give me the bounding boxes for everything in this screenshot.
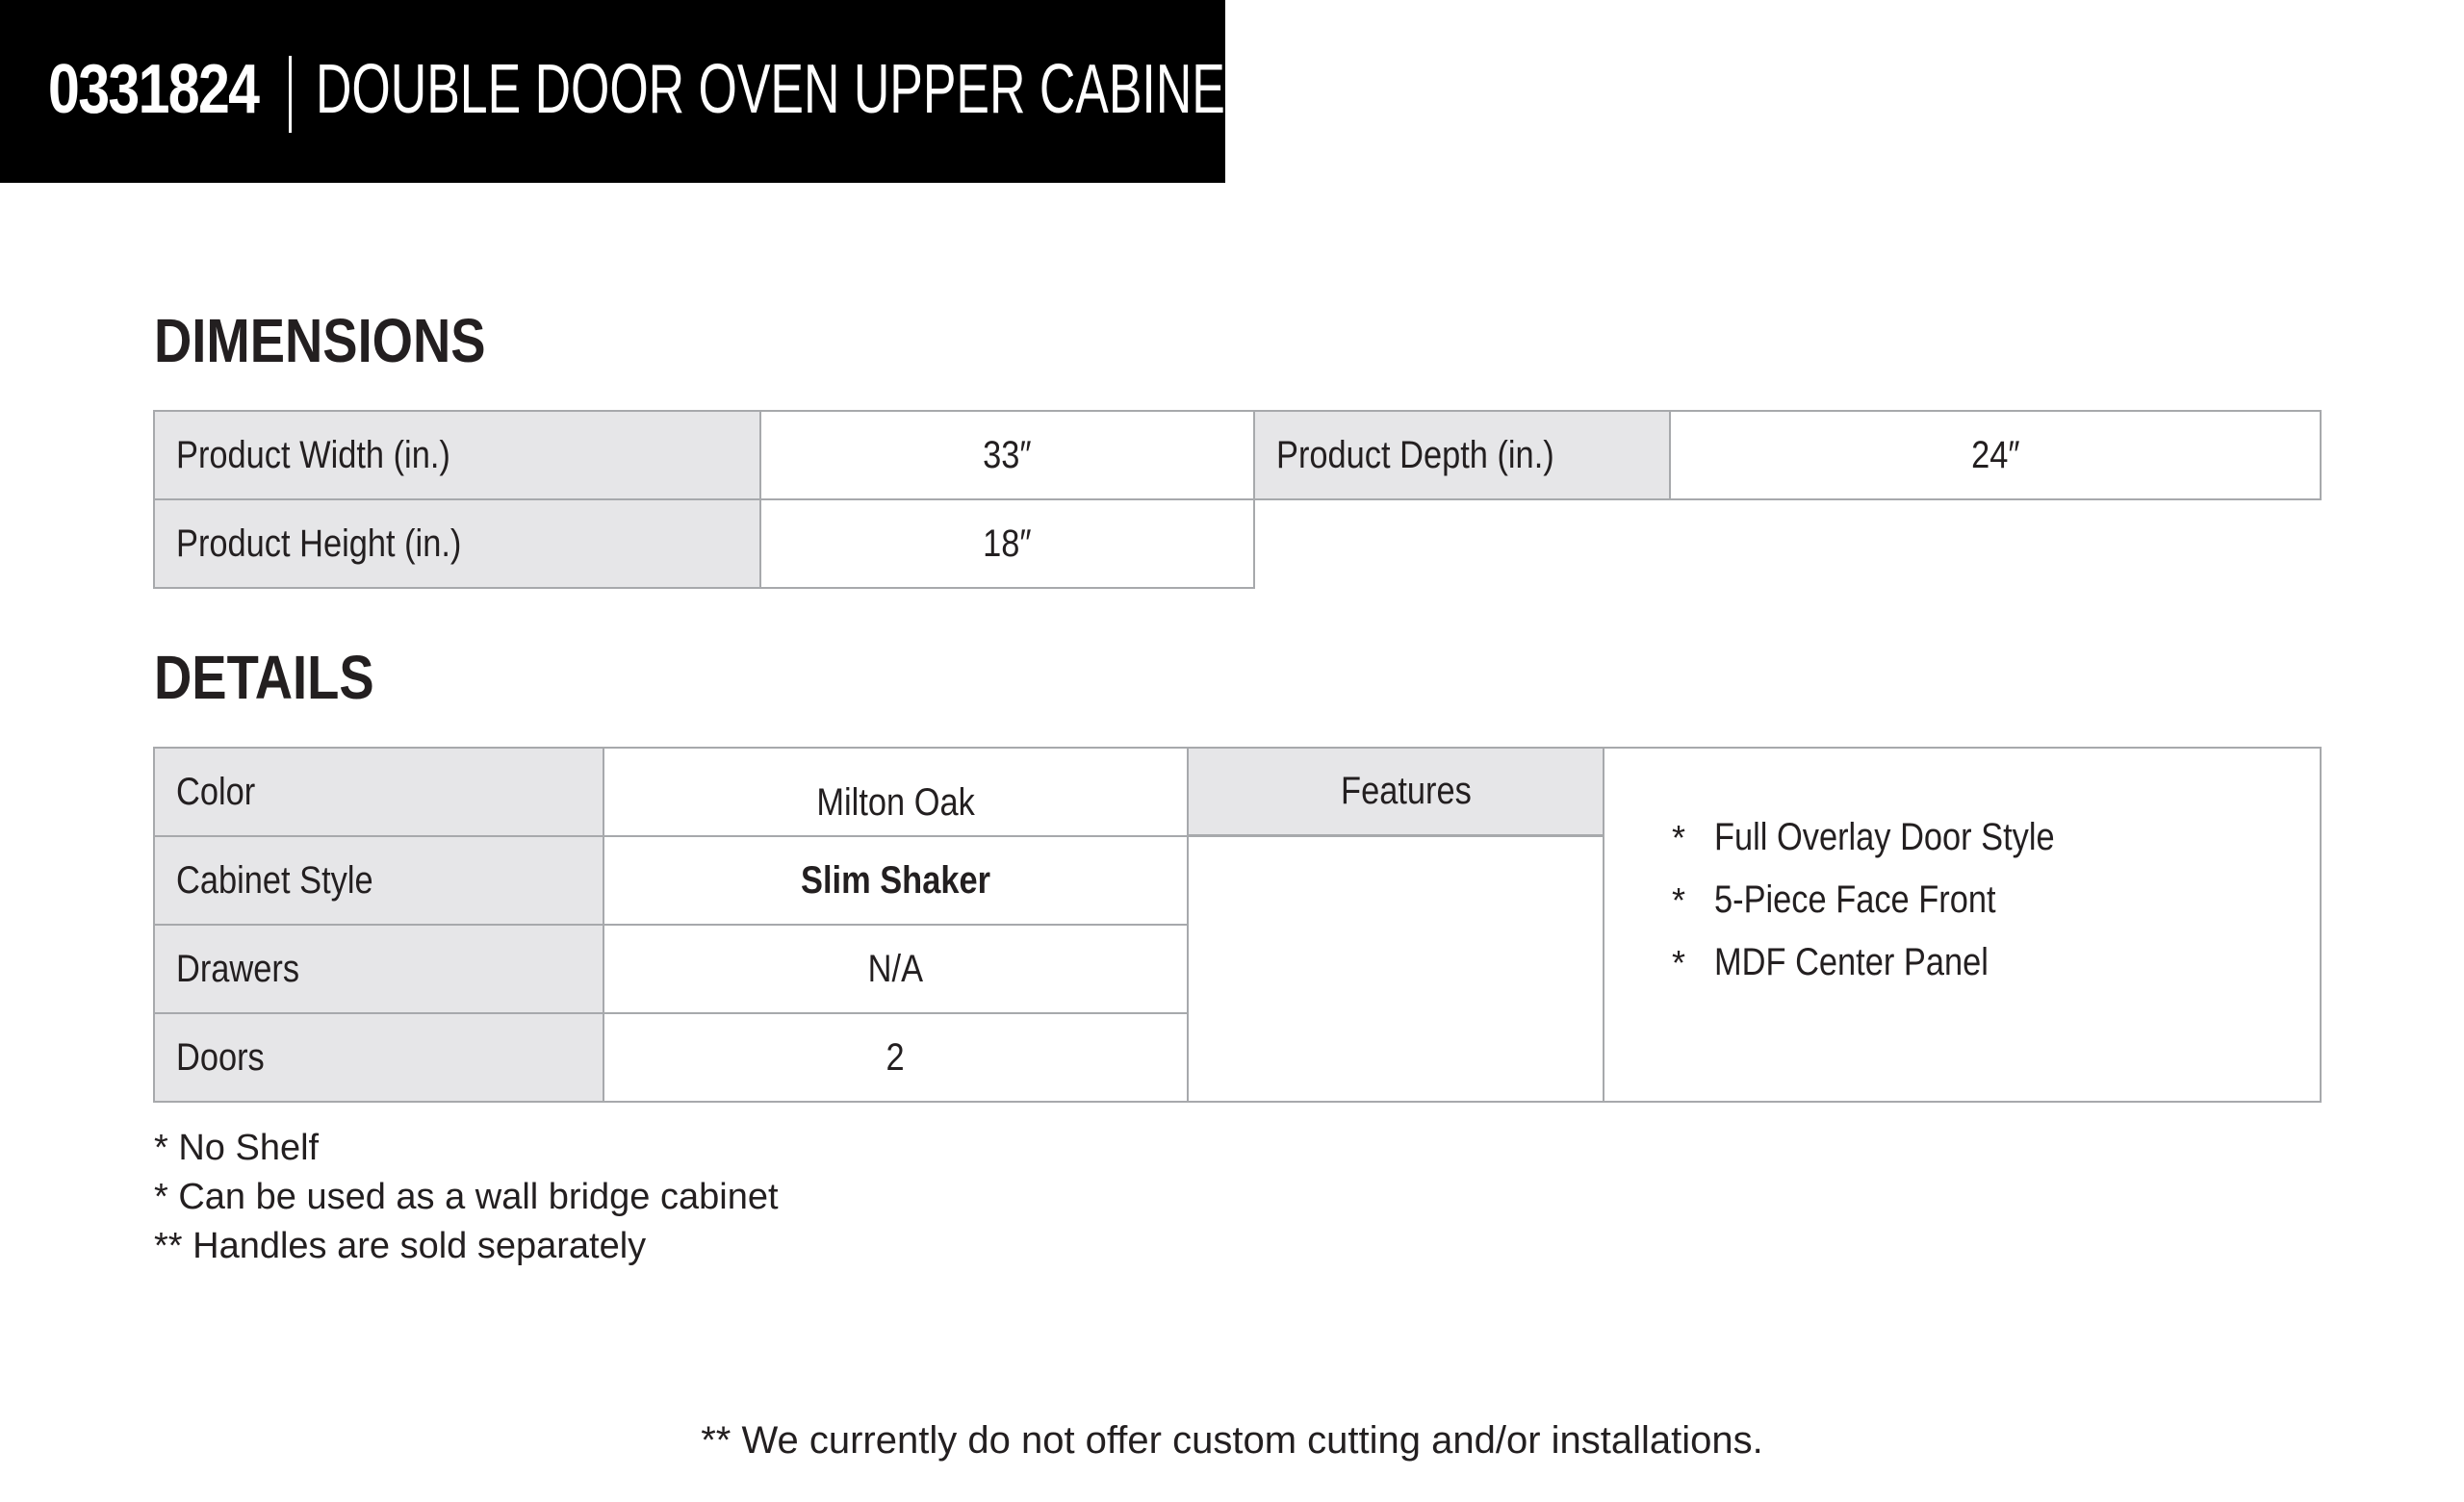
detail-label-text: Doors [176,1035,265,1079]
detail-label-text: Drawers [176,947,300,990]
detail-value-text: N/A [867,947,924,990]
features-spacer-cell [1187,835,1604,1103]
detail-value-doors [603,1012,1189,1103]
features-list-cell [1603,747,2322,1103]
detail-label-doors [153,1012,604,1103]
detail-label-cabinet-style [153,835,604,926]
feature-text: Full Overlay Door Style [1714,816,2055,858]
dimension-label-depth [1253,410,1671,500]
header-divider [289,56,292,133]
dimension-label-height [153,498,761,589]
header-bar [0,0,1256,183]
notes-list [154,1124,779,1271]
detail-value-color [603,747,1189,837]
note-item: * No Shelf [154,1128,320,1168]
feature-item [1672,806,2110,869]
dimension-value-height [759,498,1255,589]
dimension-label-text: Product Depth (in.) [1276,433,1554,476]
detail-label-color [153,747,604,837]
feature-bullet: * [1672,880,1686,920]
detail-value-cabinet-style [603,835,1189,926]
feature-text: 5-Piece Face Front [1714,878,1996,921]
detail-label-text: Color [176,770,256,813]
features-label [1187,747,1604,837]
feature-item [1672,869,2110,931]
dimension-label-width [153,410,761,500]
footer-disclaimer: ** We currently do not offer custom cutting and/or installations. [701,1419,1763,1462]
detail-value-text: Milton Oak [816,780,975,824]
feature-bullet: * [1672,818,1686,857]
dimension-value-width [759,410,1255,500]
details-heading: DETAILS [154,643,374,712]
dimension-value-text: 24″ [1970,433,2020,476]
dimension-label-text: Product Width (in.) [176,433,450,476]
dimension-value-text: 18″ [983,522,1032,565]
note-item: ** Handles are sold separately [154,1226,647,1266]
note-item: * Can be used as a wall bridge cabinet [154,1177,779,1217]
feature-bullet: * [1672,943,1686,982]
feature-item [1672,931,2110,994]
detail-value-text: 2 [886,1035,906,1079]
detail-value-drawers [603,924,1189,1014]
dimensions-heading: DIMENSIONS [154,306,486,375]
dimension-value-text: 33″ [983,433,1032,476]
detail-label-drawers [153,924,604,1014]
features-label-text: Features [1341,770,1472,812]
features-list [1672,806,2110,994]
dimension-label-text: Product Height (in.) [176,522,462,565]
feature-text: MDF Center Panel [1714,941,1989,983]
product-title: DOUBLE DOOR OVEN UPPER CABINET [316,51,1256,128]
detail-label-text: Cabinet Style [176,858,373,902]
product-sku: 0331824 [48,51,259,128]
detail-value-text: Slim Shaker [801,858,990,902]
dimension-value-depth [1669,410,2322,500]
